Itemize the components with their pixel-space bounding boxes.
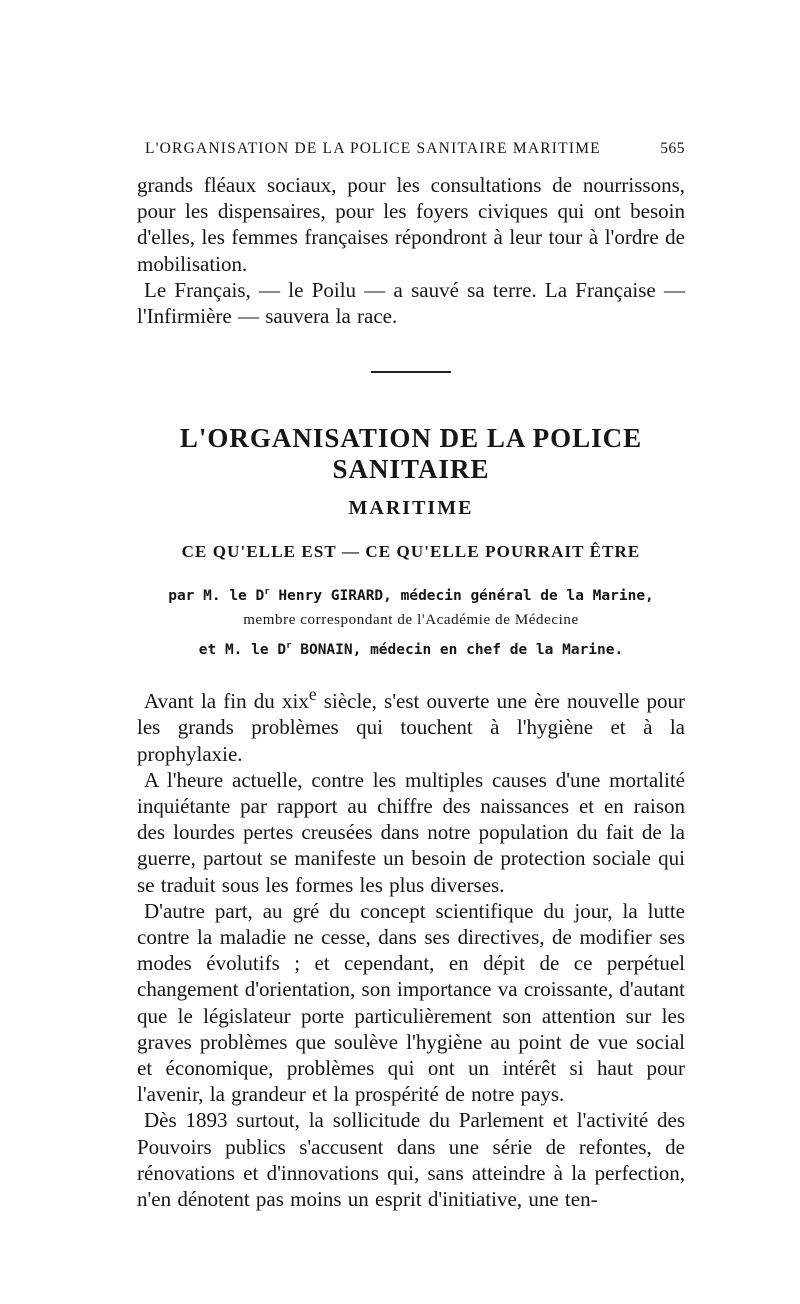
- body-paragraph-2: A l'heure actuelle, contre les multiples causes d'une mortalité inquiétante par rapport au chiffre des naissances et en raison des lourdes pertes creusées dans notre population du fait de la guerre, partout se manifeste un besoin de protection sociale qui se traduit sous les formes les plus diverses.: [137, 767, 685, 897]
- section-divider: [371, 371, 451, 373]
- running-head-title: L'ORGANISATION DE LA POLICE SANITAIRE MARITIME: [145, 140, 601, 157]
- author-1-affiliation: membre correspondant de l'Académie de Médecine: [243, 612, 579, 629]
- previous-article-paragraph-2: Le Français, — le Poilu — a sauvé sa terre. La Française — l'Infirmière — sauvera la race.: [137, 277, 685, 329]
- book-page: [137, 140, 685, 1212]
- body-paragraph-4: Dès 1893 surtout, la sollicitude du Parlement et l'activité des Pouvoirs publics s'accusent dans une série de refontes, de rénovations et d'innovations qui, sans atteindre à la perfection, n'en dénotent pas moins un esprit d'initiative, une ten-: [137, 1108, 685, 1212]
- body-p1-century: xix: [282, 689, 309, 714]
- article-body: [137, 684, 685, 1212]
- article-title: L'ORGANISATION DE LA POLICE SANITAIRE: [179, 423, 643, 485]
- body-paragraph-1: [137, 684, 685, 767]
- author-1-name: Henry GIRARD, médecin général de la Marine,: [269, 588, 654, 605]
- author-byline-2: [137, 642, 685, 658]
- author-2-name: BONAIN, médecin en chef de la Marine.: [291, 642, 624, 659]
- author-2-prefix: et M. le D: [198, 642, 287, 659]
- body-paragraph-3: D'autre part, au gré du concept scientifique du jour, la lutte contre la maladie ne cesse, dans ses directives, de modifier ses modes évolutifs ; et cependant, en dépit de ce perpétuel changement d'orientation, son importance va croissante, d'autant que le législateur porte particulièrement son attention sur les graves problèmes que soulève l'hygiène au point de vue social et économique, problèmes qui ont un intérêt si haut pour l'avenir, la grandeur et la prospérité de notre pays.: [137, 898, 685, 1107]
- author-1-title-sup: r: [264, 587, 270, 598]
- article-subtitle: CE QU'ELLE EST — CE QU'ELLE POURRAIT ÊTRE: [181, 542, 641, 562]
- body-p1-century-sup: e: [308, 684, 317, 705]
- page-number: 565: [660, 140, 685, 157]
- article-title-continued: MARITIME: [348, 497, 474, 520]
- running-head: [145, 140, 685, 158]
- body-p1-end: siècle, s'est ouverte une ère nouvelle pour les grands problèmes qui touchent à l'hygiène et à la prophylaxie.: [137, 689, 685, 766]
- previous-article-paragraph-1: grands fléaux sociaux, pour les consultations de nourrissons, pour les dispensaires, pour les foyers civiques qui ont besoin d'elles, les femmes françaises répondront à leur tour à l'ordre de mobilisation.: [137, 173, 685, 276]
- body-p1-start: Avant la fin du: [144, 689, 282, 714]
- author-byline-1: [137, 588, 685, 604]
- author-2-title-sup: r: [286, 641, 292, 652]
- author-1-prefix: par M. le D: [168, 588, 265, 605]
